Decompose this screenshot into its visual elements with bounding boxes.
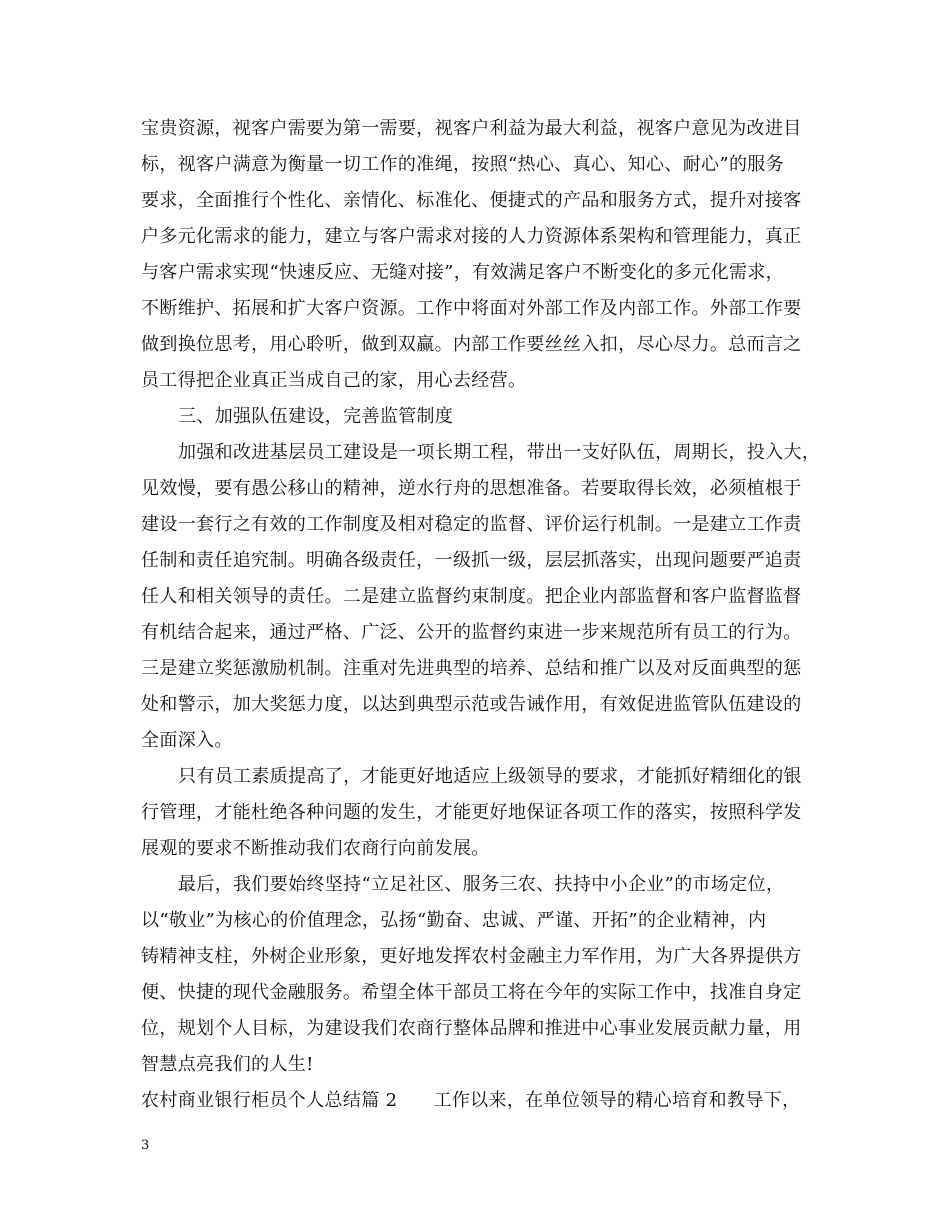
next-section-title: 农村商业银行柜员个人总结篇 2 [141, 1090, 398, 1111]
paragraph-line: 员工得把企业真正当成自己的家，用心去经营。 [141, 370, 527, 391]
paragraph-line: 以“敬业”为核心的价值理念，弘扬“勤奋、忠诚、严谨、开拓”的企业精神，内 [141, 910, 767, 931]
paragraph-line: 展观的要求不断推动我们农商行向前发展。 [141, 838, 490, 859]
section-heading: 三、加强队伍建设，完善监管制度 [178, 406, 454, 427]
paragraph-line: 三是建立奖惩激励机制。注重对先进典型的培养、总结和推广以及对反面典型的惩 [141, 658, 802, 679]
paragraph-line: 位，规划个人目标，为建设我们农商行整体品牌和推进中心事业发展贡献力量，用 [141, 1018, 802, 1039]
paragraph-line: 不断维护、拓展和扩大客户资源。工作中将面对外部工作及内部工作。外部工作要 [141, 298, 802, 319]
paragraph-line: 宝贵资源，视客户需要为第一需要，视客户利益为最大利益，视客户意见为改进目 [141, 118, 802, 139]
paragraph-line: 标，视客户满意为衡量一切工作的准绳，按照“热心、真心、知心、耐心”的服务 [141, 154, 785, 175]
paragraph-line: 与客户需求实现“快速反应、无缝对接”，有效满足客户不断变化的多元化需求， [141, 262, 785, 283]
paragraph-line: 处和警示，加大奖惩力度，以达到典型示范或告诫作用，有效促进监管队伍建设的 [141, 694, 802, 715]
paragraph-line: 铸精神支柱，外树企业形象，更好地发挥农村金融主力军作用，为广大各界提供方 [141, 946, 802, 967]
paragraph-line: 只有员工素质提高了，才能更好地适应上级领导的要求，才能抓好精细化的银 [178, 766, 802, 787]
paragraph-line: 做到换位思考，用心聆听，做到双赢。内部工作要丝丝入扣，尽心尽力。总而言之 [141, 334, 802, 355]
paragraph-line: 加强和改进基层员工建设是一项长期工程，带出一支好队伍，周期长，投入大， [178, 442, 821, 463]
paragraph-line: 见效慢，要有愚公移山的精神，逆水行舟的思想准备。若要取得长效，必须植根于 [141, 478, 802, 499]
paragraph-line: 建设一套行之有效的工作制度及相对稳定的监督、评价运行机制。一是建立工作责 [141, 514, 802, 535]
paragraph-line: 户多元化需求的能力，建立与客户需求对接的人力资源体系架构和管理能力，真正 [141, 226, 802, 247]
paragraph-line: 任人和相关领导的责任。二是建立监督约束制度。把企业内部监督和客户监督监督 [141, 586, 802, 607]
page-number: 3 [141, 1138, 150, 1153]
paragraph-line: 有机结合起来，通过严格、广泛、公开的监督约束进一步来规范所有员工的行为。 [141, 622, 802, 643]
paragraph-line: 全面深入。 [141, 730, 233, 751]
paragraph-line: 要求，全面推行个性化、亲情化、标准化、便捷式的产品和服务方式，提升对接客 [141, 190, 802, 211]
next-section-title-line [141, 1088, 800, 1114]
paragraph-line: 最后，我们要始终坚持“立足社区、服务三农、扶持中小企业”的市场定位， [178, 874, 785, 895]
paragraph-line: 任制和责任追究制。明确各级责任，一级抓一级，层层抓落实，出现问题要严追责 [141, 550, 802, 571]
paragraph-line: 智慧点亮我们的人生! [141, 1054, 314, 1075]
next-section-opening: 工作以来，在单位领导的精心培育和教导下， [433, 1090, 801, 1111]
paragraph-line: 便、快捷的现代金融服务。希望全体干部员工将在今年的实际工作中，找准自身定 [141, 982, 802, 1003]
paragraph-line: 行管理，才能杜绝各种问题的发生，才能更好地保证各项工作的落实，按照科学发 [141, 802, 802, 823]
